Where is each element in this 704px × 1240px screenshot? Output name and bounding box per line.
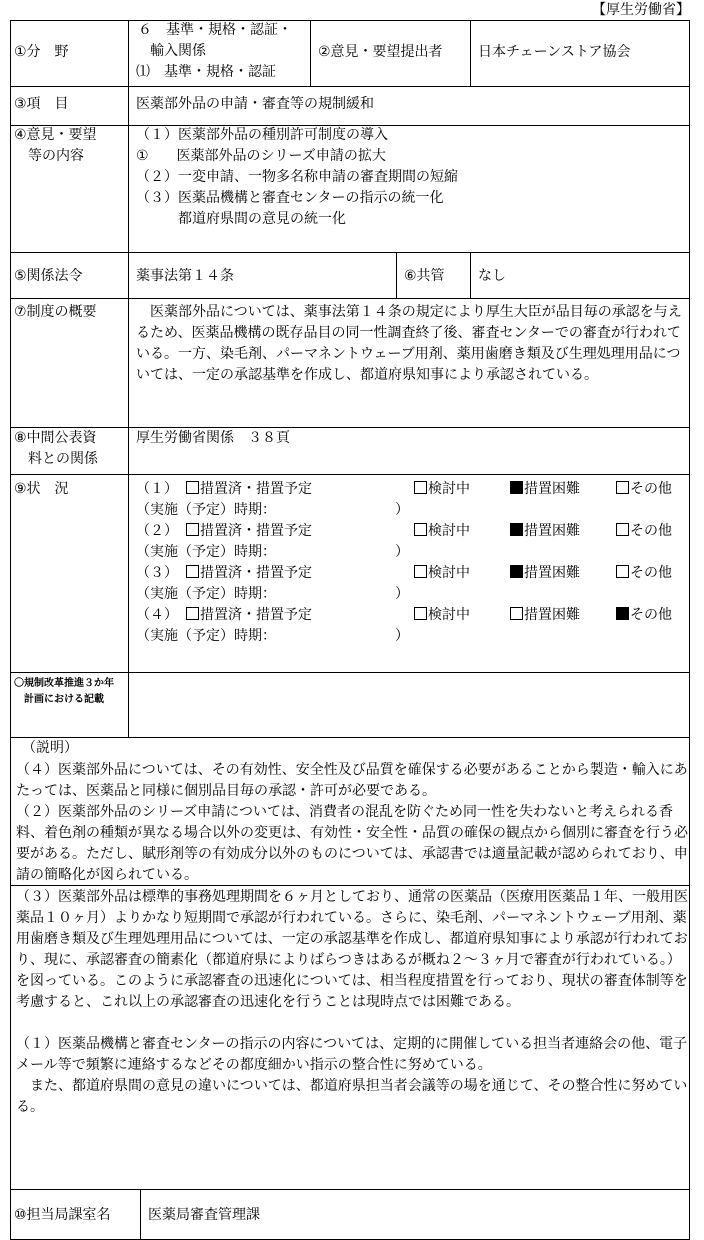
- field-value-line: ６ 基準・規格・認証・: [138, 22, 292, 38]
- status-option[interactable]: [510, 605, 580, 626]
- checkbox[interactable]: [414, 523, 427, 536]
- interim-label-line: ⑧中間公表資: [14, 430, 97, 446]
- checkbox[interactable]: [414, 565, 427, 578]
- field-value: [136, 20, 292, 83]
- plan-label-line: 〇規制改革推進３か年: [14, 678, 114, 689]
- checkbox[interactable]: [510, 523, 523, 536]
- checkbox[interactable]: [510, 565, 523, 578]
- explanation-paragraph: （４）医薬部外品については、その有効性、安全性及び品質を確保する必要があることから製造・輸入にあたっては、医薬品と同様に個別品目毎の承認・許可が必要である。: [16, 762, 688, 799]
- request-line: （２）一変申請、一物多名称申請の審査期間の短縮: [136, 169, 458, 185]
- status-option-label: 措置困難: [524, 481, 580, 497]
- checkbox[interactable]: [186, 607, 199, 620]
- law-value: 薬事法第１４条: [136, 268, 234, 284]
- status-option[interactable]: [414, 479, 470, 500]
- request-line: 都道府県間の意見の統一化: [136, 211, 346, 227]
- item-value: 医薬部外品の申請・審査等の規制緩和: [136, 96, 374, 112]
- status-option[interactable]: [510, 521, 580, 542]
- status-option-label: 検討中: [428, 607, 470, 623]
- status-option[interactable]: [186, 563, 312, 584]
- status-option[interactable]: [616, 563, 672, 584]
- status-period: （実施（予定）時期： ）: [136, 628, 409, 644]
- joint-label: ⑥共管: [404, 268, 445, 284]
- interim-value: 厚生労働省関係 ３８頁: [136, 430, 290, 446]
- field-value-line: ⑴ 基準・規格・認証: [136, 64, 276, 80]
- status-option-label: その他: [630, 481, 672, 497]
- checkbox[interactable]: [186, 481, 199, 494]
- status-option-label: 措置困難: [524, 607, 580, 623]
- plan-label: [14, 676, 114, 707]
- submitter-value: 日本チェーンストア協会: [478, 44, 631, 60]
- status-option-label: 検討中: [428, 565, 470, 581]
- request-line: （１）医薬部外品の種別許可制度の導入: [136, 127, 388, 143]
- status-label: ⑨状 況: [14, 481, 69, 497]
- request-line: ① 医薬部外品のシリーズ申請の拡大: [136, 148, 386, 164]
- submitter-label: ②意見・要望提出者: [318, 44, 443, 60]
- status-row: [136, 521, 686, 560]
- item-label: ③項 目: [14, 96, 69, 112]
- request-label-line: 等の内容: [14, 148, 84, 164]
- request-label-line: ④意見・要望: [14, 127, 97, 143]
- status-option[interactable]: [414, 563, 470, 584]
- interim-label-line: 料との関係: [14, 451, 98, 467]
- checkbox[interactable]: [510, 607, 523, 620]
- checkbox[interactable]: [414, 607, 427, 620]
- checkbox[interactable]: [414, 481, 427, 494]
- status-option[interactable]: [616, 521, 672, 542]
- status-option-label: 措置困難: [524, 565, 580, 581]
- joint-value: なし: [478, 268, 506, 284]
- status-row-number: （４）: [136, 607, 178, 623]
- interim-label: [14, 428, 98, 470]
- status-option[interactable]: [414, 605, 470, 626]
- status-row: [136, 479, 686, 518]
- checkbox[interactable]: [616, 607, 629, 620]
- status-row-number: （３）: [136, 565, 178, 581]
- ministry-label: 【厚生労働省】: [592, 2, 690, 18]
- status-option-label: 検討中: [428, 481, 470, 497]
- status-period: （実施（予定）時期： ）: [136, 586, 409, 602]
- status-row-number: （１）: [136, 481, 178, 497]
- bureau-value: 医薬局審査管理課: [148, 1207, 260, 1223]
- status-option-label: 措置済・措置予定: [200, 481, 312, 497]
- request-content: [136, 125, 458, 230]
- status-option[interactable]: [186, 479, 312, 500]
- status-option-label: 措置済・措置予定: [200, 607, 312, 623]
- status-option[interactable]: [510, 479, 580, 500]
- status-option[interactable]: [414, 521, 470, 542]
- status-row: [136, 605, 686, 644]
- plan-label-line: 計画における記載: [14, 693, 104, 705]
- status-option-label: その他: [630, 523, 672, 539]
- checkbox[interactable]: [616, 481, 629, 494]
- checkbox[interactable]: [616, 523, 629, 536]
- overview-text: 医薬部外品については、薬事法第１４条の規定により厚生大臣が品目毎の承認を与えるため、医薬品機構の既存品目の同一性調査終了後、審査センターでの審査が行われている。一方、染毛剤、パーマネントウェーブ用剤、薬用歯磨き類及び生理処理用品については、一定の承認基準を作成し、都道府県知事により承認されている。: [136, 304, 682, 383]
- status-option-label: その他: [630, 565, 672, 581]
- status-period: （実施（予定）時期： ）: [136, 544, 409, 560]
- checkbox[interactable]: [186, 523, 199, 536]
- bureau-label: ⑩担当局課室名: [14, 1207, 111, 1223]
- explanation-heading: （説明）: [22, 740, 78, 756]
- status-row-number: （２）: [136, 523, 178, 539]
- status-option[interactable]: [616, 479, 672, 500]
- checkbox[interactable]: [616, 565, 629, 578]
- request-label: [14, 125, 97, 167]
- status-option-label: 措置済・措置予定: [200, 523, 312, 539]
- status-option[interactable]: [186, 521, 312, 542]
- status-option-label: 措置困難: [524, 523, 580, 539]
- status-option-label: 措置済・措置予定: [200, 565, 312, 581]
- status-option[interactable]: [186, 605, 312, 626]
- field-value-line: 輸入関係: [136, 43, 206, 59]
- status-option[interactable]: [616, 605, 672, 626]
- status-option-label: 検討中: [428, 523, 470, 539]
- checkbox[interactable]: [186, 565, 199, 578]
- explanation-paragraph: また、都道府県間の意見の違いについては、都道府県担当者会議等の場を通じて、その整合性に努めている。: [16, 1078, 688, 1115]
- field-label: ①分 野: [14, 44, 69, 60]
- checkbox[interactable]: [510, 481, 523, 494]
- status-option-label: その他: [630, 607, 672, 623]
- explanation-paragraph: （３）医薬部外品は標準的事務処理期間を６ヶ月としており、通常の医薬品（医療用医薬品１年、一般用医薬品１０ヶ月）よりかなり短期間で承認が行われている。さらに、染毛剤、パーマネントウェーブ用剤、薬用歯磨き類及び生理処理用品については、一定の承認基準を作成し、都道府県知事により承認が行われており、現に、承認審査の簡素化（都道府県によりばらつきはあるが概ね２～３ヶ月で審査が行われている。）を図っている。このように承認審査の迅速化については、相当程度措置を行っており、現状の審査体制等を考慮すると、これ以上の承認審査の迅速化を行うことは現時点では困難である。: [16, 889, 688, 1010]
- status-period: （実施（予定）時期： ）: [136, 502, 409, 518]
- explanation-paragraph: （１）医薬品機構と審査センターの指示の内容については、定期的に開催している担当者連絡会の他、電子メール等で頻繁に連絡するなどその都度細かい指示の整合性に努めている。: [16, 1036, 688, 1073]
- status-option[interactable]: [510, 563, 580, 584]
- law-label: ⑤関係法令: [14, 268, 83, 284]
- status-row: [136, 563, 686, 602]
- request-line: （３）医薬品機構と審査センターの指示の統一化: [136, 190, 444, 206]
- explanation-paragraph: （２）医薬部外品のシリーズ申請については、消費者の混乱を防ぐため同一性を失わないと考えられる香料、着色剤の種類が異なる場合以外の変更は、有効性・安全性・品質の確保の観点から個別に審査を行う必要がある。ただし、賦形剤等の有効成分以外のものについては、承認書では適量記載が認められており、申請の簡略化が図られている。: [16, 804, 688, 883]
- overview-label: ⑦制度の概要: [14, 304, 97, 320]
